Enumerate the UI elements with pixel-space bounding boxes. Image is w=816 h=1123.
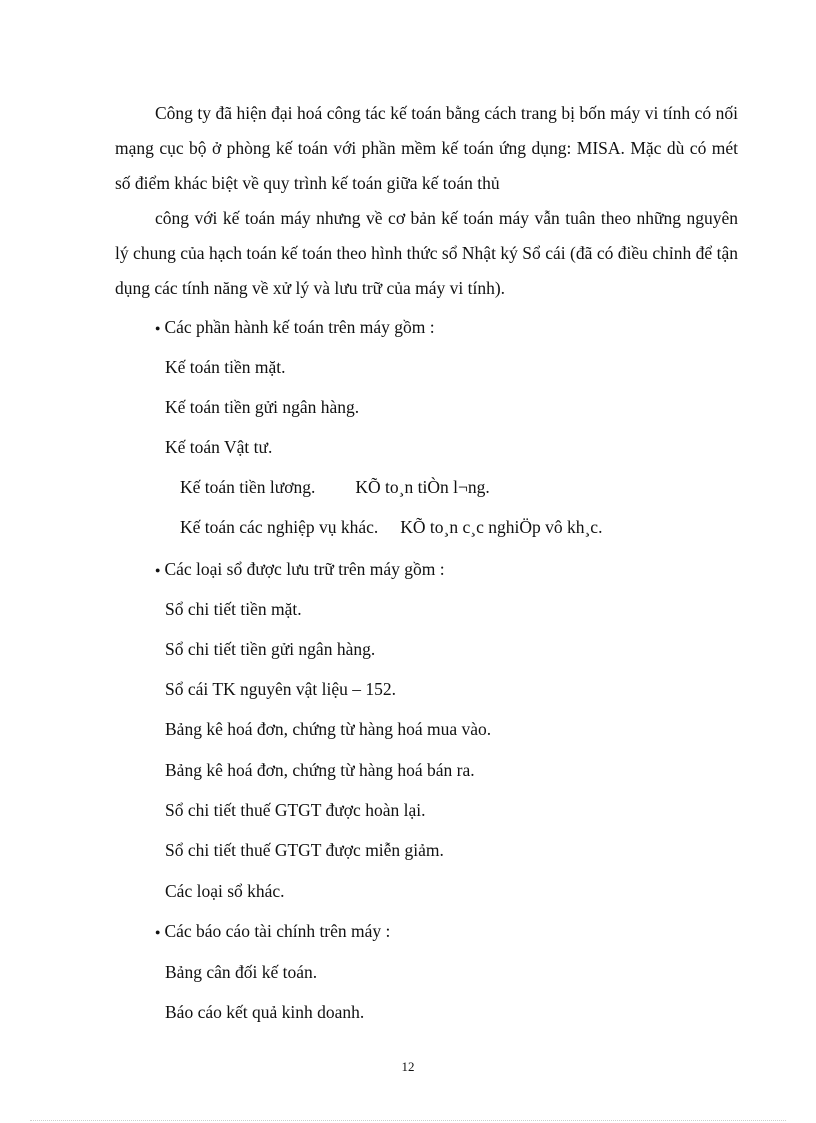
list-item: Sổ cái TK nguyên vật liệu – 152. bbox=[165, 679, 397, 699]
paragraph-principles bbox=[115, 201, 738, 306]
section-ledgers-heading: ● Các loại sổ được lưu trữ trên máy gồm : bbox=[155, 558, 445, 583]
list-item-text: Kế toán tiền lương. bbox=[180, 477, 316, 497]
list-item: Bảng kê hoá đơn, chứng từ hàng hoá mua vào. bbox=[165, 719, 492, 739]
list-item: Báo cáo kết quả kinh doanh. bbox=[165, 1002, 365, 1022]
list-item: Sổ chi tiết tiền gửi ngân hàng. bbox=[165, 639, 376, 659]
list-item: Sổ chi tiết tiền mặt. bbox=[165, 599, 302, 619]
list-item: Bảng cân đối kế toán. bbox=[165, 962, 318, 982]
list-item: Bảng kê hoá đơn, chứng từ hàng hoá bán ra. bbox=[165, 760, 475, 780]
paragraph-intro-text: Công ty đã hiện đại hoá công tác kế toán bằng cách trang bị bốn máy vi tính có nối mạng cục bộ ở phòng kế toán với phần mềm kế toán ứng dụng: MISA. Mặc dù có mét số điểm khác biệt về quy trình kế toán giữa kế toán thủ bbox=[115, 103, 738, 193]
garbled-duplicate-text: KÕ to¸n tiÒn l¬ng. bbox=[355, 477, 490, 497]
list-item: Kế toán tiền gửi ngân hàng. bbox=[165, 397, 360, 417]
list-item bbox=[180, 476, 490, 498]
list-item-text: Kế toán các nghiệp vụ khác. bbox=[180, 517, 379, 537]
list-item: Sổ chi tiết thuế GTGT được hoàn lại. bbox=[165, 800, 426, 820]
section-financial-reports-heading: ● Các báo cáo tài chính trên máy : bbox=[155, 920, 390, 945]
page-number: 12 bbox=[401, 1059, 415, 1074]
list-item: Các loại sổ khác. bbox=[165, 881, 285, 901]
paragraph-principles-text: công với kế toán máy nhưng về cơ bản kế toán máy vẫn tuân theo những nguyên lý chung của hạch toán kế toán theo hình thức sổ Nhật ký Sổ cái (đã có điều chỉnh để tận dụng các tính năng về xử lý và lưu trữ của máy vi tính). bbox=[115, 208, 738, 298]
list-item: Kế toán tiền mặt. bbox=[165, 357, 286, 377]
page-bottom-divider bbox=[30, 1120, 786, 1121]
section-accounting-parts-heading: ● Các phần hành kế toán trên máy gồm : bbox=[155, 316, 435, 341]
list-item: Kế toán Vật tư. bbox=[165, 437, 273, 457]
list-item: Sổ chi tiết thuế GTGT được miễn giảm. bbox=[165, 840, 444, 860]
list-item bbox=[180, 516, 602, 538]
garbled-duplicate-text: KÕ to¸n c¸c nghiÖp vô kh¸c. bbox=[400, 517, 603, 537]
paragraph-intro bbox=[115, 96, 738, 201]
